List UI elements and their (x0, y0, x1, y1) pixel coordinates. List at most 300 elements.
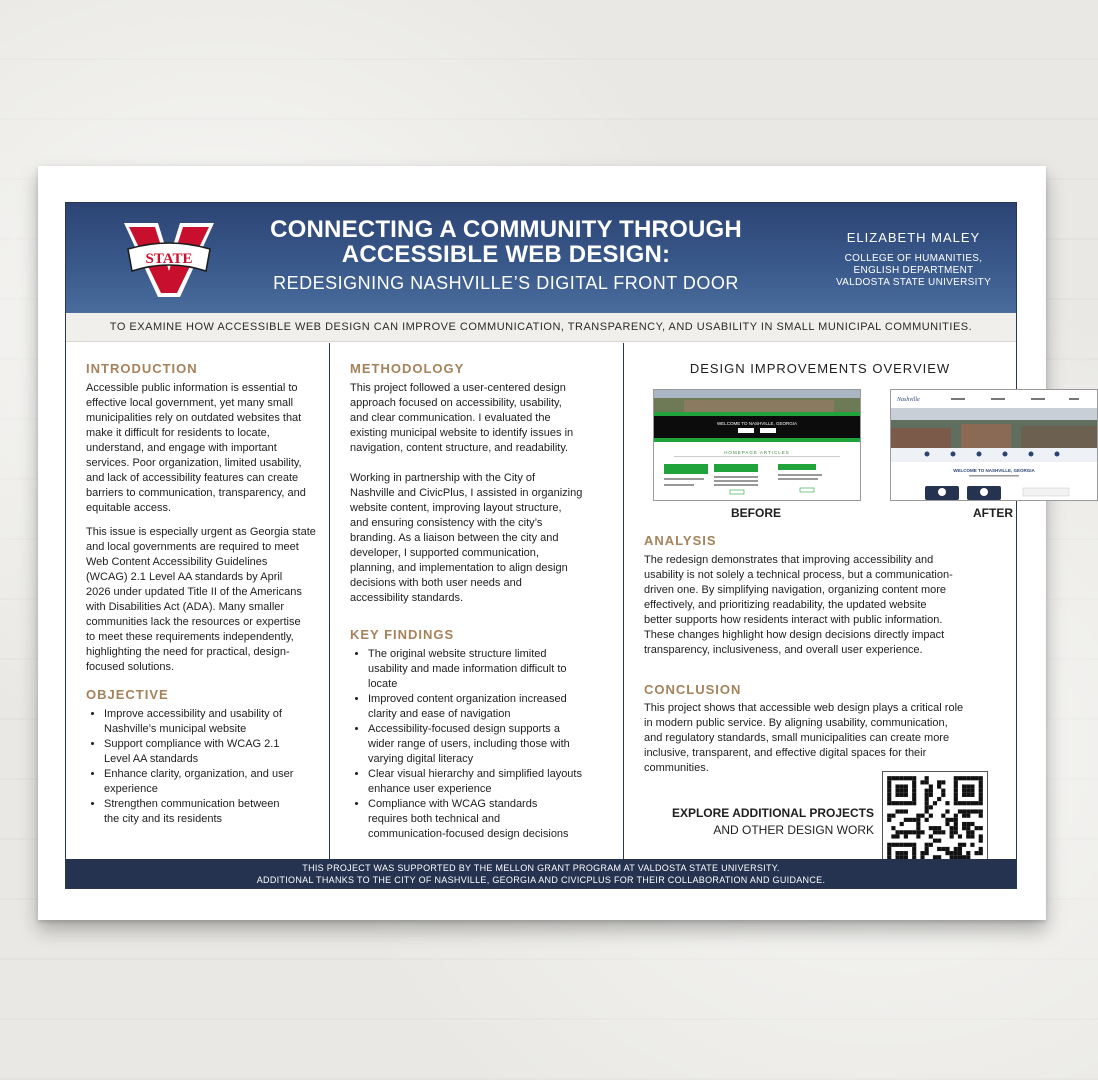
qr-module (887, 793, 891, 797)
qr-module (925, 776, 929, 780)
qr-module (925, 793, 929, 797)
qr-module (912, 801, 916, 805)
qr-module (904, 830, 908, 834)
qr-module (912, 818, 916, 822)
qr-module (966, 851, 970, 855)
text-line: usability and made information difficult to (368, 663, 567, 675)
list-item (104, 797, 324, 827)
objective-heading: OBJECTIVE (86, 687, 169, 702)
qr-module (962, 801, 966, 805)
text-line: usability is not solely a technical process, but a communication- (644, 569, 953, 581)
qr-module (954, 830, 958, 834)
qr-module (975, 776, 979, 780)
text-line: planning, and implementation to align design (350, 562, 568, 574)
qr-module (941, 830, 945, 834)
qr-module (962, 843, 966, 847)
qr-module (891, 814, 895, 818)
qr-module (954, 776, 958, 780)
poster-footer (66, 859, 1016, 888)
qr-module (966, 776, 970, 780)
qr-module (900, 793, 904, 797)
qr-module (916, 814, 920, 818)
list-item (368, 797, 618, 842)
qr-module (954, 847, 958, 851)
qr-module (941, 789, 945, 793)
qr-module (979, 784, 983, 788)
text-line: This issue is especially urgent as Georgia state (86, 526, 316, 538)
qr-module (979, 780, 983, 784)
text-line: • Support compliance with WCAG 2.1 (104, 738, 280, 750)
qr-module (933, 839, 937, 843)
column-right (624, 343, 1035, 859)
text-line: These changes highlight how design decisions directly impact (644, 629, 945, 641)
qr-module (900, 776, 904, 780)
qr-module (937, 826, 941, 830)
title-line-2: ACCESSIBLE WEB DESIGN: (341, 241, 671, 268)
introduction-paragraph-2 (86, 525, 321, 675)
text-line: • The original website structure limited (368, 648, 547, 660)
qr-module (916, 822, 920, 826)
qr-module (979, 793, 983, 797)
key-findings-list (350, 647, 618, 842)
after-website-thumbnail (891, 390, 1097, 500)
qr-module (962, 814, 966, 818)
qr-module (966, 822, 970, 826)
text-line: decisions with both user needs and (350, 577, 522, 589)
qr-module (975, 851, 979, 855)
qr-module (937, 847, 941, 851)
text-line: driven one. By simplifying navigation, organizing content more (644, 584, 947, 596)
qr-module (908, 801, 912, 805)
qr-module (958, 801, 962, 805)
qr-module (941, 847, 945, 851)
text-line: make it difficult for residents to locate, (86, 427, 270, 439)
qr-module (950, 851, 954, 855)
qr-module (937, 839, 941, 843)
text-line: • Clear visual hierarchy and simplified layouts (368, 768, 582, 780)
list-item (368, 647, 618, 692)
qr-module (887, 851, 891, 855)
qr-module (979, 814, 983, 818)
qr-module (954, 801, 958, 805)
qr-module (887, 789, 891, 793)
qr-module (933, 830, 937, 834)
qr-module (937, 830, 941, 834)
qr-module (945, 818, 949, 822)
qr-module (958, 776, 962, 780)
valdosta-state-logo (122, 219, 216, 299)
qr-module (979, 826, 983, 830)
qr-module (895, 784, 899, 788)
text-line: Web Content Accessibility Guidelines (86, 556, 268, 568)
qr-module (895, 809, 899, 813)
text-line: • Improve accessibility and usability of (104, 708, 282, 720)
qr-module (962, 776, 966, 780)
qr-module (970, 801, 974, 805)
qr-module (945, 851, 949, 855)
qr-module (979, 797, 983, 801)
text-line: to meet these requirements independently, (86, 631, 294, 643)
text-line: and ensuring consistency with the city’s (350, 517, 543, 529)
qr-module (912, 843, 916, 847)
qr-module (912, 793, 916, 797)
qr-module (904, 843, 908, 847)
list-item (104, 707, 324, 737)
text-line: clarity and ease of navigation (368, 708, 511, 720)
author-affiliation (826, 253, 1001, 289)
text-line: approach focused on accessibility, usability, (350, 397, 562, 409)
text-line: barriers to communication, transparency, and (86, 487, 306, 499)
qr-module (966, 809, 970, 813)
text-line: wider range of users, including those with (368, 738, 570, 750)
text-line: and local governments are required to meet (86, 541, 299, 553)
qr-module (900, 809, 904, 813)
qr-module (954, 826, 958, 830)
qr-module (954, 814, 958, 818)
text-line: and clear communication. I evaluated the (350, 412, 551, 424)
qr-module (925, 851, 929, 855)
qr-module (966, 793, 970, 797)
text-line: Level AA standards (104, 753, 199, 765)
qr-module (929, 789, 933, 793)
qr-module (929, 793, 933, 797)
qr-module (954, 793, 958, 797)
text-line: website content, improving layout structure, (350, 502, 562, 514)
qr-module (979, 776, 983, 780)
qr-module (925, 843, 929, 847)
text-line: municipalities rely on outdated websites that (86, 412, 302, 424)
qr-module (912, 776, 916, 780)
qr-module (920, 830, 924, 834)
qr-module (970, 822, 974, 826)
qr-module (941, 780, 945, 784)
text-line: Accessible public information is essential to (86, 382, 298, 394)
qr-module (945, 822, 949, 826)
column-left (66, 343, 330, 859)
qr-module (908, 830, 912, 834)
qr-module (887, 801, 891, 805)
text-line: enhance user experience (368, 783, 492, 795)
qr-module (895, 789, 899, 793)
qr-module (954, 822, 958, 826)
qr-module (908, 776, 912, 780)
qr-module (954, 851, 958, 855)
qr-module (945, 801, 949, 805)
before-banner-text: WELCOME TO NASHVILLE, GEORGIA (716, 421, 798, 426)
qr-module (929, 784, 933, 788)
qr-module (925, 780, 929, 784)
qr-module (904, 809, 908, 813)
qr-module (920, 780, 924, 784)
qr-module (937, 797, 941, 801)
qr-module (954, 780, 958, 784)
qr-module (916, 830, 920, 834)
text-line: developer, I supported communication, (350, 547, 539, 559)
qr-module (970, 776, 974, 780)
qr-module (900, 830, 904, 834)
text-line: accessibility standards. (350, 592, 464, 604)
qr-module (966, 834, 970, 838)
qr-module (950, 834, 954, 838)
qr-module (887, 797, 891, 801)
analysis-paragraph (644, 553, 1009, 658)
qr-module (941, 814, 945, 818)
qr-module (962, 789, 966, 793)
qr-module (891, 834, 895, 838)
qr-module (904, 776, 908, 780)
qr-module (962, 784, 966, 788)
analysis-heading: ANALYSIS (644, 533, 717, 548)
text-line: communities. (644, 762, 709, 774)
qr-module (904, 789, 908, 793)
qr-module (979, 834, 983, 838)
qr-module (925, 801, 929, 805)
qr-module (895, 843, 899, 847)
qr-module (904, 801, 908, 805)
qr-module (966, 826, 970, 830)
methodology-heading: METHODOLOGY (350, 361, 465, 376)
qr-module (950, 826, 954, 830)
poster-subtitle: REDESIGNING NASHVILLE’S DIGITAL FRONT DOOR (273, 273, 739, 293)
text-line: effectively, and prioritizing readability, the updated website (644, 599, 927, 611)
qr-module (933, 826, 937, 830)
qr-module (962, 793, 966, 797)
text-line: existing municipal website to identify issues in (350, 427, 574, 439)
qr-module (912, 830, 916, 834)
qr-module (920, 851, 924, 855)
text-line: • Accessibility-focused design supports a (368, 723, 560, 735)
explore-projects-text (644, 805, 874, 839)
text-line: transparency, inclusiveness, and overall user experience. (644, 644, 923, 656)
qr-module (954, 789, 958, 793)
qr-module (895, 776, 899, 780)
qr-module (900, 843, 904, 847)
qr-module (958, 809, 962, 813)
introduction-paragraph-1 (86, 381, 321, 516)
before-website-thumbnail (654, 390, 860, 500)
qr-module (895, 830, 899, 834)
qr-module (904, 793, 908, 797)
qr-module (895, 793, 899, 797)
column-middle (330, 343, 624, 859)
qr-module (895, 851, 899, 855)
text-line: and lack of accessibility features can create (86, 472, 299, 484)
text-line: the city and its residents (104, 813, 223, 825)
after-banner-text: WELCOME TO NASHVILLE, GEORGIA (953, 468, 1035, 473)
qr-module (979, 809, 983, 813)
qr-module (970, 784, 974, 788)
text-line: locate (368, 678, 398, 690)
qr-module (970, 843, 974, 847)
methodology-paragraph-2 (350, 471, 615, 606)
conclusion-heading: CONCLUSION (644, 682, 742, 697)
qr-module (950, 818, 954, 822)
qr-module (937, 784, 941, 788)
qr-module (891, 826, 895, 830)
qr-module (887, 814, 891, 818)
text-line: The redesign demonstrates that improving accessibility and (644, 554, 934, 566)
text-line: • Strengthen communication between (104, 798, 280, 810)
qr-module (891, 776, 895, 780)
qr-module (954, 797, 958, 801)
qr-module (887, 818, 891, 822)
qr-module (962, 826, 966, 830)
poster (65, 202, 1035, 889)
qr-module (916, 826, 920, 830)
text-line: focused solutions. (86, 661, 175, 673)
methodology-paragraph-1 (350, 381, 615, 456)
qr-module (904, 851, 908, 855)
logo-state-text: STATE (145, 251, 193, 267)
text-line: • Compliance with WCAG standards (368, 798, 538, 810)
qr-module (925, 818, 929, 822)
text-line: (WCAG) 2.1 Level AA standards by April (86, 571, 283, 583)
qr-module (970, 789, 974, 793)
qr-module (912, 780, 916, 784)
qr-module (887, 784, 891, 788)
qr-module (958, 851, 962, 855)
after-label: AFTER (973, 506, 1013, 520)
qr-module (916, 834, 920, 838)
qr-module (970, 793, 974, 797)
before-screenshot (653, 389, 861, 501)
qr-module (958, 834, 962, 838)
text-line: navigation, content structure, and readability. (350, 442, 569, 454)
text-line: and regulatory standards, small municipalities can create more (644, 732, 950, 744)
qr-module (895, 801, 899, 805)
list-item (368, 767, 618, 797)
qr-module (887, 776, 891, 780)
qr-module (900, 784, 904, 788)
qr-module (900, 822, 904, 826)
text-line: communities lack the resources or expertise (86, 616, 301, 628)
text-line: in modern public service. By aligning usability, communication, (644, 717, 948, 729)
affiliation-line: COLLEGE OF HUMANITIES, (844, 253, 983, 264)
text-line: with Disabilities Act (ADA). Many smaller (86, 601, 285, 613)
qr-module (925, 809, 929, 813)
affiliation-line: ENGLISH DEPARTMENT (853, 265, 974, 276)
objective-list (86, 707, 324, 827)
qr-module (979, 789, 983, 793)
qr-module (925, 805, 929, 809)
qr-module (908, 818, 912, 822)
text-line: communication-focused design decisions (368, 828, 569, 840)
before-section-text: HOMEPAGE ARTICLES (724, 450, 790, 455)
qr-module (937, 780, 941, 784)
qr-module (979, 801, 983, 805)
qr-module (929, 843, 933, 847)
text-line: Nashville and CivicPlus, I assisted in organizing (350, 487, 583, 499)
qr-module (912, 847, 916, 851)
qr-module (945, 809, 949, 813)
qr-module (970, 834, 974, 838)
qr-module (887, 843, 891, 847)
list-item (368, 692, 618, 722)
qr-module (925, 789, 929, 793)
text-line: branding. As a liaison between the city and (350, 532, 559, 544)
qr-module (962, 822, 966, 826)
after-logo-text: Nashville (897, 397, 920, 403)
qr-module (887, 780, 891, 784)
qr-module (966, 801, 970, 805)
qr-module (950, 830, 954, 834)
goal-statement: TO EXAMINE HOW ACCESSIBLE WEB DESIGN CAN IMPROVE COMMUNICATION, TRANSPARENCY, AND USABILITY IN SMALL MUNICIPAL COMMUNITIES. (66, 313, 1016, 342)
poster-frame (38, 166, 1046, 920)
qr-module (920, 814, 924, 818)
list-item (104, 767, 324, 797)
footer-line-2: ADDITIONAL THANKS TO THE CITY OF NASHVILLE, GEORGIA AND CIVICPLUS FOR THEIR COLLABORATION AND GUIDANCE. (256, 875, 826, 885)
qr-module (979, 847, 983, 851)
text-line: effective local government, yet many small (86, 397, 294, 409)
list-item (368, 722, 618, 767)
qr-module (891, 843, 895, 847)
qr-module (925, 847, 929, 851)
qr-module (958, 847, 962, 851)
qr-module (929, 814, 933, 818)
qr-module (929, 834, 933, 838)
text-line: equitable access. (86, 502, 171, 514)
qr-module (966, 830, 970, 834)
qr-module (970, 809, 974, 813)
text-line: This project followed a user-centered design (350, 382, 566, 394)
text-line: experience (104, 783, 158, 795)
qr-module (941, 793, 945, 797)
qr-module (912, 797, 916, 801)
text-line: highlighting the need for practical, design- (86, 646, 290, 658)
text-line: Nashville’s municipal website (104, 723, 247, 735)
text-line: requires both technical and (368, 813, 501, 825)
qr-module (970, 830, 974, 834)
after-screenshot (890, 389, 1098, 501)
overview-heading: DESIGN IMPROVEMENTS OVERVIEW (689, 361, 951, 376)
poster-header (66, 203, 1016, 313)
qr-module (925, 797, 929, 801)
text-line: understand, and engage with important (86, 442, 277, 454)
qr-module (895, 834, 899, 838)
qr-module (912, 784, 916, 788)
text-line: • Improved content organization increased (368, 693, 567, 705)
poster-title (241, 217, 771, 267)
explore-line-2: AND OTHER DESIGN WORK (713, 823, 874, 837)
conclusion-paragraph (644, 701, 1009, 776)
qr-module (900, 801, 904, 805)
text-line: Working in partnership with the City of (350, 472, 536, 484)
qr-module (975, 826, 979, 830)
qr-module (945, 847, 949, 851)
qr-module (962, 809, 966, 813)
qr-module (933, 801, 937, 805)
qr-module (912, 789, 916, 793)
qr-module (908, 843, 912, 847)
qr-module (929, 826, 933, 830)
author-name: ELIZABETH MALEY (846, 230, 981, 245)
qr-module (904, 834, 908, 838)
explore-line-1: EXPLORE ADDITIONAL PROJECTS (671, 806, 874, 820)
qr-module (904, 784, 908, 788)
before-label: BEFORE (730, 506, 781, 520)
qr-module (958, 843, 962, 847)
qr-module (900, 851, 904, 855)
footer-line-1: THIS PROJECT WAS SUPPORTED BY THE MELLON GRANT PROGRAM AT VALDOSTA STATE UNIVERSITY. (302, 863, 780, 873)
key-findings-heading: KEY FINDINGS (350, 627, 455, 642)
text-line: services. Poor organization, limited usability, (86, 457, 302, 469)
qr-module (975, 801, 979, 805)
qr-module (912, 851, 916, 855)
qr-module (954, 818, 958, 822)
text-line: varying digital literacy (368, 753, 474, 765)
qr-module (975, 809, 979, 813)
qr-module (904, 818, 908, 822)
